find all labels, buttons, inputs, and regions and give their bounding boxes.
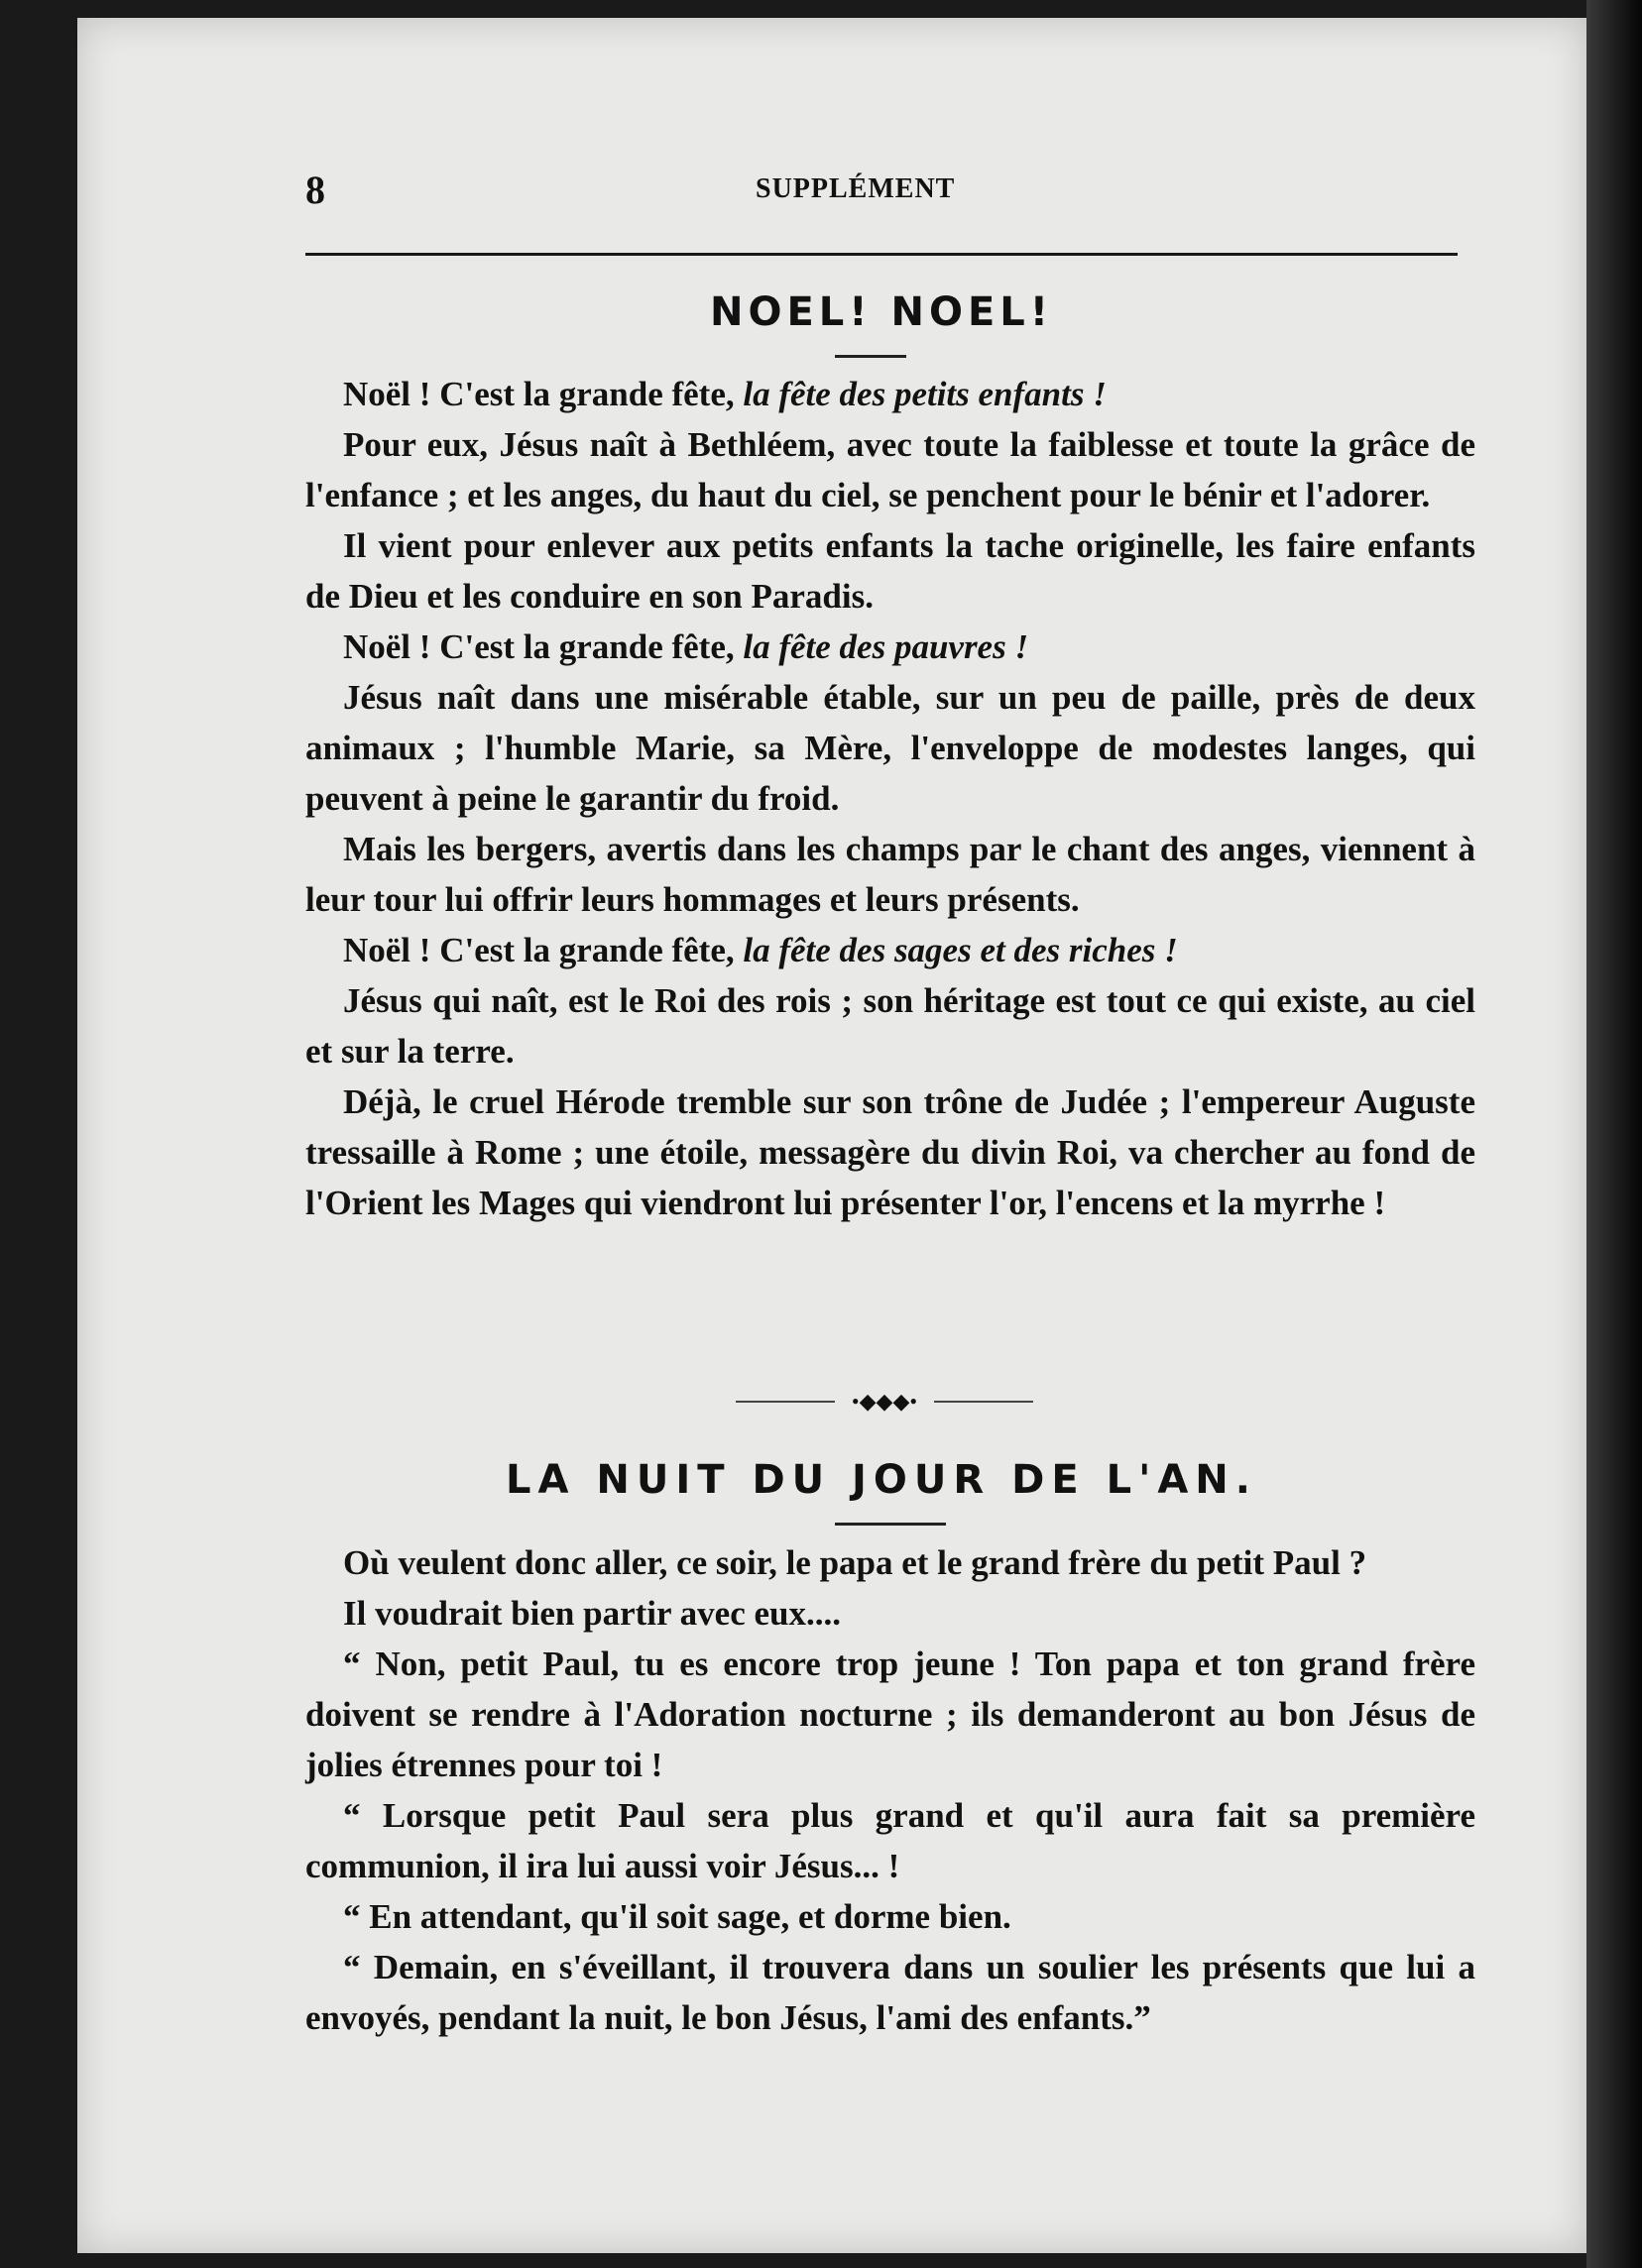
italic-phrase: la fête des pauvres ! xyxy=(743,627,1029,666)
header-rule xyxy=(305,253,1458,256)
divider-line xyxy=(934,1401,1033,1403)
paragraph-text: Il vient pour enlever aux petits enfants la tache originelle, les faire enfants de Dieu et les conduire en son Paradis. xyxy=(305,526,1475,616)
paragraph xyxy=(305,1891,1475,1942)
section-title-noel: NOEL! NOEL! xyxy=(710,289,1053,335)
italic-phrase: la fête des petits enfants ! xyxy=(743,375,1107,413)
paragraph-text: Mais les bergers, avertis dans les champs par le chant des anges, viennent à leur tour lui offrir leurs hommages et leurs présents. xyxy=(305,830,1475,919)
paragraph-text: Noël ! C'est la grande fête, xyxy=(343,931,744,969)
paragraph-text: Pour eux, Jésus naît à Bethléem, avec toute la faiblesse et toute la grâce de l'enfance ; et les anges, du haut du ciel, se penchent pour le bénir et l'adorer. xyxy=(305,425,1475,514)
paragraph xyxy=(305,824,1475,925)
section-title-nuit: LA NUIT DU JOUR DE L'AN. xyxy=(506,1457,1257,1503)
page-header xyxy=(305,167,1458,216)
paragraph xyxy=(305,419,1475,520)
paragraph xyxy=(305,1942,1475,2043)
paragraph xyxy=(305,520,1475,622)
title-underline xyxy=(835,355,906,358)
paragraph xyxy=(305,1077,1475,1228)
title-underline xyxy=(835,1523,946,1526)
italic-phrase: la fête des sages et des riches ! xyxy=(743,931,1178,969)
paragraph-text: “ Demain, en s'éveillant, il trouvera dans un soulier les présents que lui a envoyés, pendant la nuit, le bon Jésus, l'ami des enfants.” xyxy=(305,1948,1475,2037)
paragraph xyxy=(305,622,1475,672)
paragraph-text: Jésus naît dans une misérable étable, sur un peu de paille, près de deux animaux ; l'humble Marie, sa Mère, l'enveloppe de modestes langes, qui peuvent à peine le garantir du froid. xyxy=(305,678,1475,818)
paragraph-text: Déjà, le cruel Hérode tremble sur son trône de Judée ; l'empereur Auguste tressaille à Rome ; une étoile, messagère du divin Roi, va chercher au fond de l'Orient les Mages qui viendront lui présenter l'or, l'encens et la myrrhe ! xyxy=(305,1082,1475,1222)
paragraph xyxy=(305,1537,1475,1588)
section-divider-ornament xyxy=(736,1388,1033,1418)
paragraph-text: Noël ! C'est la grande fête, xyxy=(343,627,744,666)
paragraph-text: Jésus qui naît, est le Roi des rois ; son héritage est tout ce qui existe, au ciel et sur la terre. xyxy=(305,981,1475,1071)
paragraph xyxy=(305,369,1475,419)
paragraph xyxy=(305,1639,1475,1790)
paragraph xyxy=(305,672,1475,824)
page-number: 8 xyxy=(305,168,325,212)
paragraph xyxy=(305,925,1475,975)
paragraph-text: “ Non, petit Paul, tu es encore trop jeune ! Ton papa et ton grand frère doivent se rendre à l'Adoration nocturne ; ils demanderont au bon Jésus de jolies étrennes pour toi ! xyxy=(305,1644,1475,1784)
running-head: SUPPLÉMENT xyxy=(756,173,956,204)
paragraph xyxy=(305,975,1475,1077)
page-edge-shadow xyxy=(1586,0,1642,2268)
paragraph-text: Il voudrait bien partir avec eux.... xyxy=(343,1594,841,1633)
section-nuit xyxy=(305,1537,1475,2043)
divider-flourish-icon: •◆◆◆• xyxy=(851,1389,918,1414)
paragraph-text: “ En attendant, qu'il soit sage, et dorme bien. xyxy=(343,1897,1011,1936)
paragraph-text: Noël ! C'est la grande fête, xyxy=(343,375,744,413)
divider-line xyxy=(736,1401,835,1403)
paragraph xyxy=(305,1588,1475,1639)
section-noel xyxy=(305,369,1475,1228)
paragraph xyxy=(305,1790,1475,1891)
paragraph-text: “ Lorsque petit Paul sera plus grand et qu'il aura fait sa première communion, il ira lui aussi voir Jésus... ! xyxy=(305,1796,1475,1885)
paragraph-text: Où veulent donc aller, ce soir, le papa et le grand frère du petit Paul ? xyxy=(343,1543,1367,1582)
